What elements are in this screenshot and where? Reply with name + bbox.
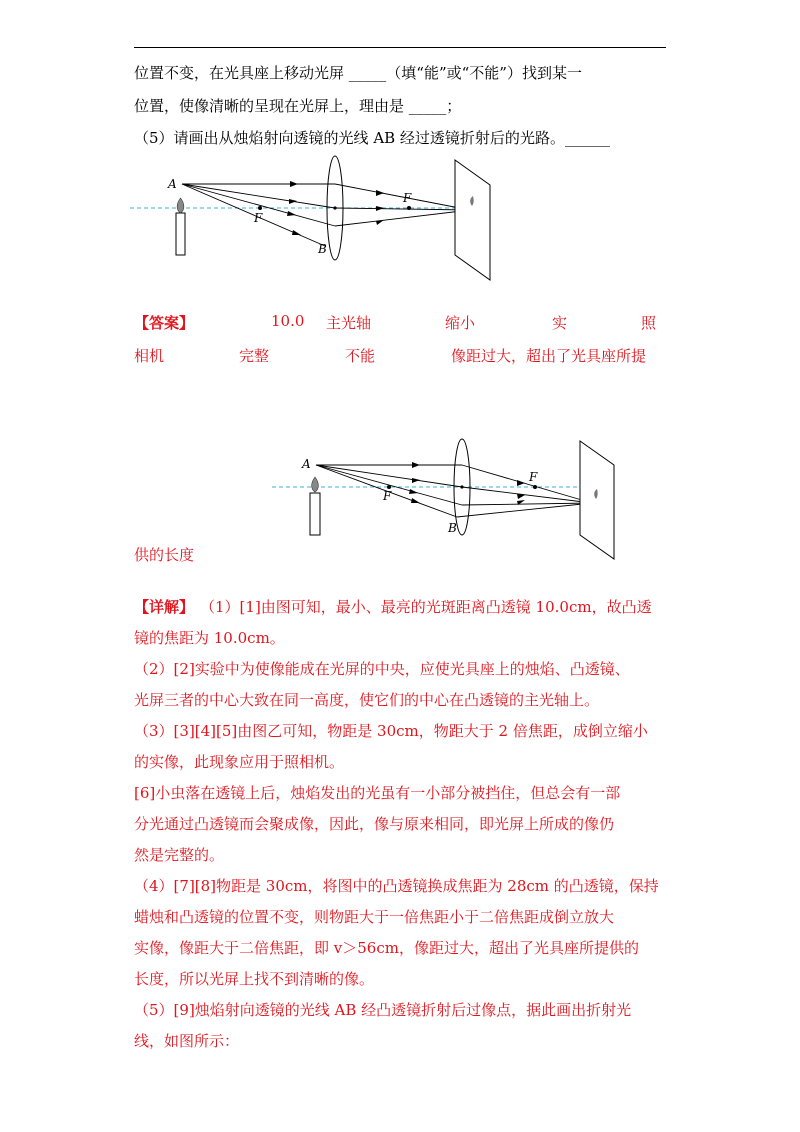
answer-item: 相机	[134, 347, 165, 365]
explanation-line: 蜡烛和凸透镜的位置不变，则物距大于一倍焦距小于二倍焦距成倒立放大	[134, 908, 615, 926]
question-line-1: 位置不变，在光具座上移动光屏 _____（填“能”或“不能”）找到某一	[134, 64, 582, 82]
optical-center	[460, 485, 463, 488]
answer-tag: 【答案】	[134, 314, 195, 332]
question-line-3: （5）请画出从烛焰射向透镜的光线 AB 经过透镜折射后的光路。______	[134, 129, 610, 147]
candle-body	[176, 213, 185, 255]
explanation-line: （4）[7][8]物距是 30cm，将图中的凸透镜换成焦距为 28cm 的凸透镜，保持	[134, 877, 659, 895]
explanation-line: 线，如图所示：	[134, 1032, 240, 1050]
screen	[580, 441, 614, 559]
answer-item: 缩小	[445, 314, 476, 332]
answer-item: 主光轴	[326, 314, 372, 332]
label-B: B	[318, 242, 327, 256]
explanation-tag: 【详解】	[134, 598, 195, 616]
answer-item: 完整	[239, 347, 270, 365]
question-line-2: 位置，使像清晰的呈现在光屏上，理由是 _____；	[134, 97, 462, 115]
ray-diagram-question	[130, 150, 510, 285]
explanation-line: 镜的焦距为 10.0cm。	[134, 629, 285, 647]
header-rule	[134, 47, 666, 48]
answer-item: 10.0	[271, 312, 305, 330]
label-F-right: F	[529, 470, 538, 484]
answer-item: 实	[552, 314, 568, 332]
candle-body	[310, 493, 320, 535]
explanation-line: 的实像，此现象应用于照相机。	[134, 753, 345, 771]
explanation-line: （3）[3][4][5]由图乙可知，物距是 30cm，物距大于 2 倍焦距，成倒立缩小	[134, 722, 648, 740]
explanation-line: 然是完整的。	[134, 846, 225, 864]
explanation-line: （1）[1]由图可知，最小、最亮的光斑距离凸透镜 10.0cm，故凸透	[200, 598, 652, 616]
screen	[455, 160, 490, 280]
candle-flame	[312, 477, 319, 492]
focus-left	[258, 206, 262, 210]
label-A: A	[168, 177, 177, 191]
ray-diagram-answer	[272, 433, 652, 568]
explanation-line: （2）[2]实验中为使像能成在光屏的中央，应使光具座上的烛焰、凸透镜、	[134, 660, 630, 678]
explanation-line: 长度，所以光屏上找不到清晰的像。	[134, 970, 375, 988]
arrowheads	[409, 462, 525, 505]
rays	[182, 184, 470, 246]
label-B: B	[448, 521, 457, 535]
label-F-right: F	[403, 191, 412, 205]
explanation-line: 光屏三者的中心大致在同一高度，使它们的中心在凸透镜的主光轴上。	[134, 691, 600, 709]
candle-flame	[177, 198, 184, 213]
answer-item: 像距过大，超出了光具座所提	[451, 347, 647, 365]
focus-right	[407, 206, 411, 210]
explanation-line: [6]小虫落在透镜上后，烛焰发出的光虽有一小部分被挡住，但总会有一部	[134, 784, 621, 802]
explanation-line: （5）[9]烛焰射向透镜的光线 AB 经凸透镜折射后过像点，据此画出折射光	[134, 1001, 632, 1019]
explanation-line: 分光通过凸透镜而会聚成像，因此，像与原来相同，即光屏上所成的像仍	[134, 815, 615, 833]
explanation-line: 实像，像距大于二倍焦距，即 v＞56cm，像距过大，超出了光具座所提供的	[134, 939, 639, 957]
answer-item: 照	[641, 314, 657, 332]
answer-item: 不能	[345, 347, 376, 365]
label-F-left: F	[254, 211, 263, 225]
answer-tail: 供的长度	[134, 546, 195, 564]
label-A: A	[302, 457, 311, 471]
label-F-left: F	[383, 489, 392, 503]
optical-center	[333, 206, 336, 209]
focus-right	[533, 485, 537, 489]
